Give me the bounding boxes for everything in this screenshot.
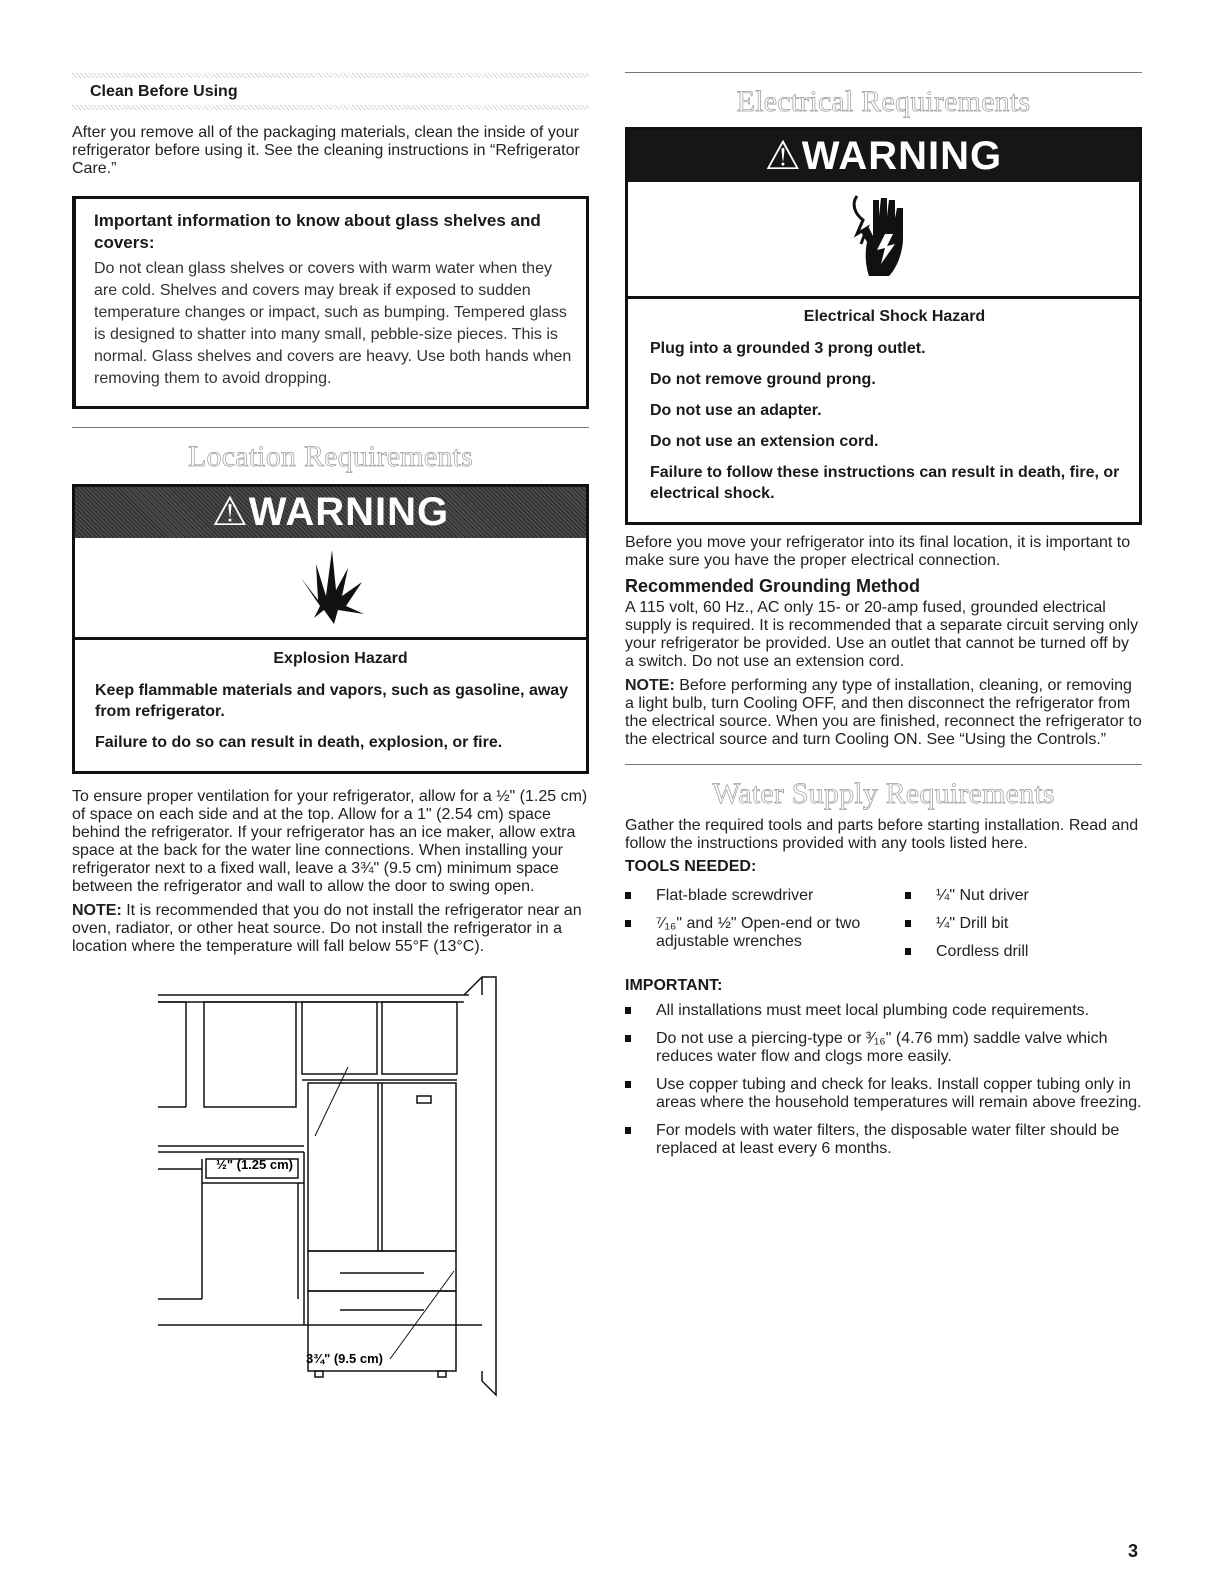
warning-label: WARNING xyxy=(248,490,450,534)
tool-item: Cordless drill xyxy=(905,943,1135,961)
electrical-requirements-title: Electrical Requirements xyxy=(736,85,1031,118)
shock-warning-line: Failure to follow these instructions can result in death, fire, or electrical shock. xyxy=(650,464,1120,502)
important-label: IMPORTANT: xyxy=(625,977,723,994)
important-item: Do not use a piercing-type or ³⁄₁₆" (4.76 mm) saddle valve which reduces water flow and clogs more easily. xyxy=(625,1030,1142,1066)
tool-item: ⁷⁄₁₆" and ½" Open-end or two adjustable wrenches xyxy=(625,915,905,951)
explosion-warning-line: Keep flammable materials and vapors, such as gasoline, away from refrigerator. xyxy=(95,682,569,720)
explosion-hazard-icon xyxy=(296,548,366,628)
tools-needed-label: TOOLS NEEDED: xyxy=(625,858,757,875)
note-text: It is recommended that you do not install the refrigerator near an oven, radiator, or other heat source. Do not install the refrigerator in a location where the temperature will fall below 55°F (13°C). xyxy=(72,902,582,955)
bottom-clearance-label: 3¾" (9.5 cm) xyxy=(306,1351,383,1366)
tool-item: ¼" Nut driver xyxy=(905,887,1135,905)
clean-before-using-header xyxy=(72,70,589,110)
shock-icon-area xyxy=(628,182,1139,299)
note-label: NOTE: xyxy=(625,677,675,694)
electrical-shock-icon xyxy=(849,194,919,284)
info-box-title: Important information to know about glass shelves and covers: xyxy=(94,211,541,252)
left-column xyxy=(72,70,589,1411)
info-box-body: Do not clean glass shelves or covers with warm water when they are cold. Shelves and covers may break if exposed to sudden temperature changes or impact, such as bumping. Tempered glass is designed to shatter into many small, pebble-size pieces. This is normal. Glass shelves and covers are heavy. Use both hands when removing them to avoid dropping. xyxy=(94,260,572,387)
explosion-icon-area xyxy=(75,538,586,640)
electrical-intro: Before you move your refrigerator into its final location, it is important to make sure you have the proper electrical connection. xyxy=(625,534,1131,569)
divider xyxy=(625,764,1142,765)
clean-before-using-title: Clean Before Using xyxy=(90,83,238,100)
shock-warning-line: Do not use an extension cord. xyxy=(650,433,879,450)
shock-warning-line: Do not remove ground prong. xyxy=(650,371,876,388)
important-list xyxy=(625,1002,1142,1158)
tools-list xyxy=(625,887,1142,971)
warning-triangle-icon: ⚠ xyxy=(211,490,249,534)
electrical-warning-box xyxy=(625,127,1142,525)
location-requirements-title: Location Requirements xyxy=(188,440,473,473)
clean-body: After you remove all of the packaging materials, clean the inside of your refrigerator before using it. See the cleaning instructions in “Refrigerator Care.” xyxy=(72,124,580,177)
electrical-note xyxy=(625,677,1142,749)
divider xyxy=(72,427,589,428)
ventilation-paragraph: To ensure proper ventilation for your refrigerator, allow for a ½" (1.25 cm) of space on each side and at the top. Allow for a 1" (2.54 cm) space behind the refrigerator. If your refrigerator has an ice maker, allow extra space at the back for the water line connections. When installing your refrigerator next to a fixed wall, leave a 3¾" (9.5 cm) minimum space between the refrigerator and wall to allow the door to swing open. xyxy=(72,788,588,895)
warning-label: WARNING xyxy=(801,134,1003,178)
shock-hazard-label: Electrical Shock Hazard xyxy=(803,308,986,325)
water-intro: Gather the required tools and parts before starting installation. Read and follow the instructions provided with any tools listed here. xyxy=(625,817,1139,852)
clearance-diagram xyxy=(72,971,589,1411)
note-label: NOTE: xyxy=(72,902,122,919)
explosion-warning-box xyxy=(72,484,589,774)
page-number: 3 xyxy=(1128,1541,1139,1561)
explosion-hazard-label: Explosion Hazard xyxy=(273,650,408,667)
warning-triangle-icon: ⚠ xyxy=(764,134,802,178)
warning-bar xyxy=(628,130,1139,182)
explosion-warning-line: Failure to do so can result in death, explosion, or fire. xyxy=(95,734,503,751)
note-text: Before performing any type of installation, cleaning, or removing a light bulb, turn Cooling OFF, and then disconnect the refrigerator from the electrical source. When you are finished, reconnect the refrigerator to the electrical source and turn Cooling ON. See “Using the Controls.” xyxy=(625,677,1142,748)
grounding-body: A 115 volt, 60 Hz., AC only 15- or 20-amp fused, grounded electrical supply is required. It is recommended that a separate circuit serving only your refrigerator be provided. Use an outlet that cannot be turned off by a switch. Do not use an extension cord. xyxy=(625,599,1139,670)
divider xyxy=(625,72,1142,73)
grounding-method-title: Recommended Grounding Method xyxy=(625,576,920,596)
shock-warning-line: Plug into a grounded 3 prong outlet. xyxy=(650,340,926,357)
important-item: All installations must meet local plumbing code requirements. xyxy=(625,1002,1142,1020)
water-supply-requirements-title: Water Supply Requirements xyxy=(712,777,1055,810)
location-note xyxy=(72,902,589,956)
side-clearance-label: ½" (1.25 cm) xyxy=(216,1157,293,1172)
tool-item: Flat-blade screwdriver xyxy=(625,887,905,905)
important-item: Use copper tubing and check for leaks. Install copper tubing only in areas where the household temperatures will remain above freezing. xyxy=(625,1076,1142,1112)
glass-shelves-info-box xyxy=(72,196,589,409)
right-column xyxy=(625,70,1142,1168)
shock-warning-line: Do not use an adapter. xyxy=(650,402,822,419)
warning-bar xyxy=(75,487,586,538)
tool-item: ¼" Drill bit xyxy=(905,915,1135,933)
important-item: For models with water filters, the disposable water filter should be replaced at least every 6 months. xyxy=(625,1122,1142,1158)
